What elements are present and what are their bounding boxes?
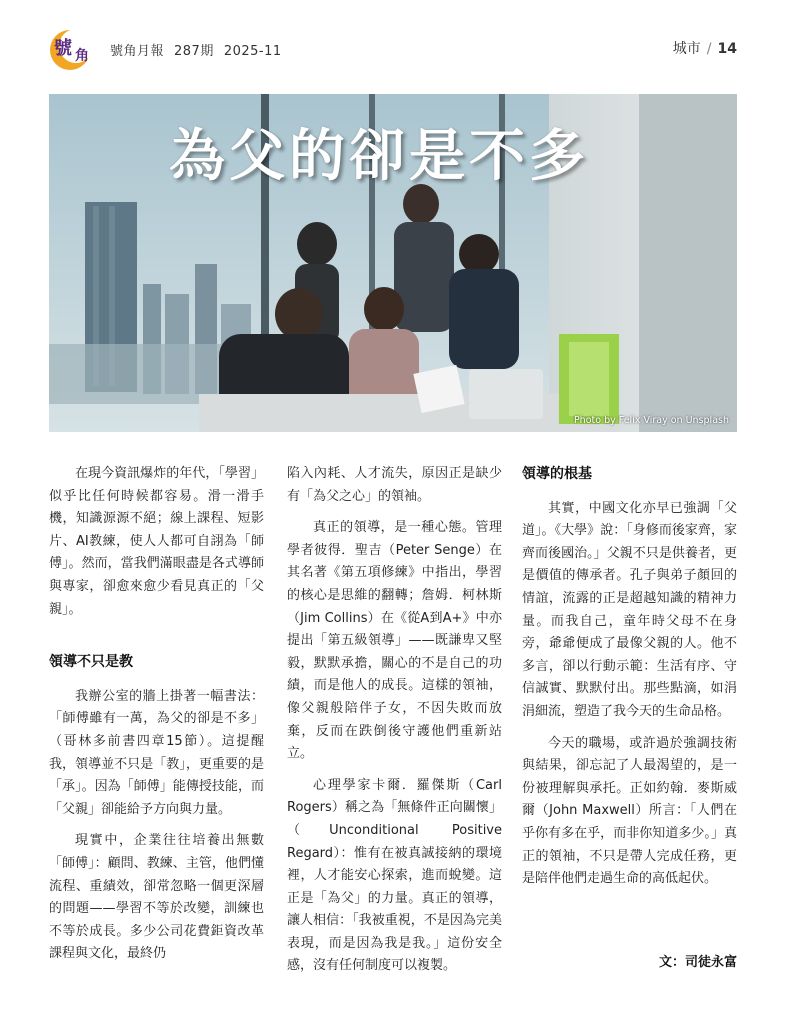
body-paragraph-continued: 陷入內耗、人才流失，原因正是缺少有「為父之心」的領袖。	[287, 466, 502, 504]
section-name: 城市	[672, 41, 701, 57]
body-paragraph: 其實，中國文化亦早已強調「父道」。《大學》說：「身修而後家齊，家齊而後國治。」父親不只是供養者，更是價值的傳承者。孔子與弟子顏回的情誼，流露的正是超越知識的精神力量。而我自己，童年時父母不在身旁，爺爺便成了最像父親的人。他不多言，卻以行動示範：生活有序、守信誠實、默默付出。那些點滴，如涓涓細流，塑造了我今天的生命品格。	[522, 500, 737, 719]
svg-text:角: 角	[75, 48, 89, 64]
section-label	[673, 38, 737, 58]
author-byline: 文：司徒永富	[658, 955, 737, 970]
section-heading-leadership: 領導不只是教	[49, 654, 133, 671]
column-1	[49, 463, 264, 975]
issue-number: 287期	[174, 44, 214, 59]
publication-name: 號角月報	[110, 44, 165, 59]
publication-logo	[48, 26, 98, 72]
article-title: 為父的卻是不多	[169, 124, 589, 189]
svg-text:號: 號	[54, 38, 72, 59]
body-paragraph: 現實中，企業往往培養出無數「師傅」：顧問、教練、主管，他們懂流程、重績效，卻常忽略一個更深層的問題——學習不等於改變，訓練也不等於成長。多少公司花費鉅資改革課程與文化，最終仍	[49, 833, 264, 962]
page-number: 14	[717, 41, 737, 57]
masthead	[110, 40, 292, 59]
column-2	[287, 463, 502, 987]
body-paragraph: 心理學家卡爾．羅傑斯（Carl Rogers）稱之為「無條件正向關懷」（Unconditional Positive Regard）：惟有在被真誠接納的環境裡，人才能安心探索，進而蛻變。這正是「為父」的力量。真正的領導，讓人相信：「我被重視，不是因為完美表現，而是因為我是我。」這份安全感，沒有任何制度可以複製。	[287, 777, 502, 974]
separator: /	[706, 41, 712, 57]
body-paragraph: 今天的職場，或許過於強調技術與結果，卻忘記了人最渴望的，是一份被理解與承托。正如約翰．麥斯威爾（John Maxwell）所言：「人們在乎你有多在乎，而非你知道多少。」真正的領袖，不只是帶人完成任務，更是陪伴他們走過生命的高低起伏。	[522, 735, 737, 887]
hero-image	[49, 94, 737, 432]
section-heading-foundation: 領導的根基	[522, 466, 592, 482]
column-3	[522, 463, 737, 900]
intro-paragraph: 在現今資訊爆炸的年代，「學習」似乎比任何時候都容易。滑一滑手機，知識源源不絕；線上課程、短影片、AI教練，使人人都可自詡為「師傅」。然而，當我們滿眼盡是各式導師與專家，卻愈來愈少看見真正的「父親」。	[49, 466, 264, 617]
issue-date: 2025-11	[223, 44, 282, 59]
body-paragraph: 我辦公室的牆上掛著一幅書法：「師傅雖有一萬，為父的卻是不多」（哥林多前書四章15節）。這提醒我，領導並不只是「教」，更重要的是「承」。因為「師傅」能傳授技能，而「父親」卻能給予方向與力量。	[49, 688, 264, 817]
photo-credit: Photo by Felix Viray on Unsplash	[573, 415, 729, 426]
body-paragraph: 真正的領導，是一種心態。管理學者彼得．聖吉（Peter Senge）在其名著《第五項修練》中指出，學習的核心是思維的翻轉；詹姆．柯林斯（Jim Collins）在《從A到A+》中亦提出「第五級領導」——既謙卑又堅毅，默默承擔，關心的不是自己的功績，而是他人的成長。這樣的領袖，像父親般陪伴子女，不因失敗而放棄，反而在跌倒後守護他們重新站立。	[287, 520, 502, 762]
page-header	[0, 0, 797, 80]
